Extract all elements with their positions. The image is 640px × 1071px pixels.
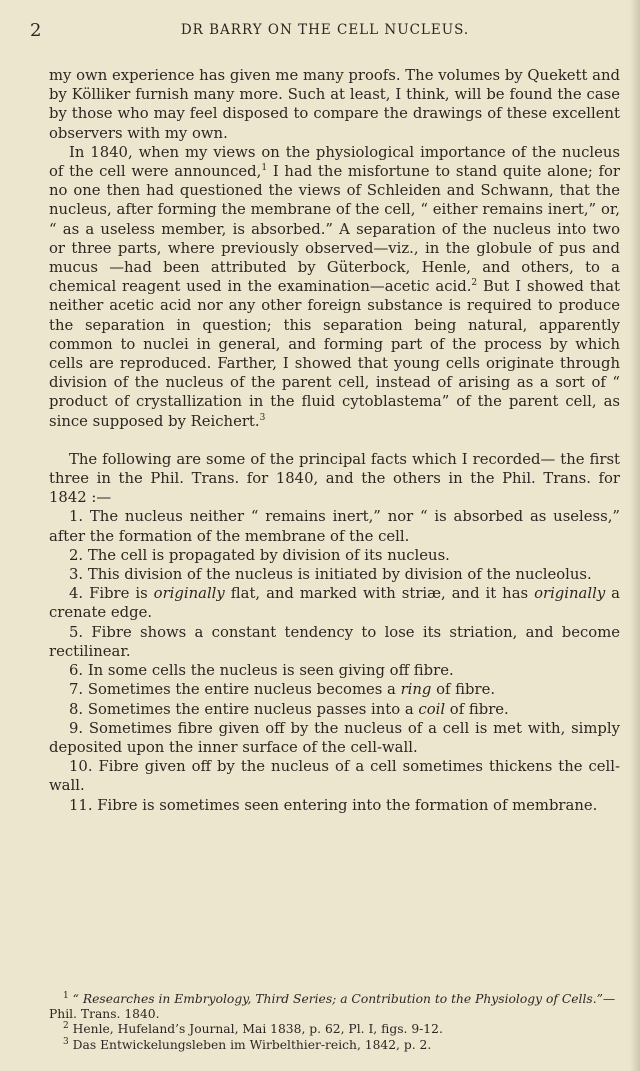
footnote-3: [49, 1038, 620, 1053]
footnotes: [49, 992, 620, 1053]
list-item-7-part-2: of fibre.: [431, 681, 496, 699]
footnote-1-title: “ Researches in Embryology, Third Series; a Contribution to the Physiology of Cells.”: [72, 992, 603, 1006]
list-item-6: 6. In some cells the nucleus is seen giving off fibre.: [69, 662, 454, 680]
footnote-3-mark: 3: [63, 1036, 69, 1047]
page-number: 2: [30, 20, 42, 41]
footnote-1: [49, 992, 620, 1022]
list-item-7-part-1: 7. Sometimes the entire nucleus becomes a: [69, 681, 401, 699]
list-item-4-part-1: 4. Fibre is: [69, 585, 154, 603]
list-item-4-emphasis-1: originally: [153, 585, 225, 603]
list-item-7: [49, 680, 620, 699]
paragraph-2-part-3: But I showed that neither acetic acid nor any other foreign substance is required to produce the separation in question; this separation being natural, apparently common to nuclei in general, and forming part of the process by which cells are reproduced. Farther, I showed that young cells originate through division of the nucleus of the parent cell, instead of arising as a sort of “ product of crystallization in the fluid cytoblastema” of the parent cell, as since supposed by Reichert.: [49, 278, 621, 430]
paragraph-gap: [49, 431, 620, 450]
list-item-4-part-2: flat, and marked with striæ, and it has: [224, 585, 535, 603]
footnote-ref-2: 2: [471, 278, 478, 289]
paragraph-3: The following are some of the principal facts which I recorded— the first three in the Phil. Trans. for 1840, and the others in the Phil. Trans. for 1842 :—: [49, 450, 620, 507]
page-edge-shadow: [630, 0, 640, 1071]
footnote-2: [49, 1022, 620, 1037]
list-item-7-emphasis: ring: [400, 681, 432, 699]
list-item-3: 3. This division of the nucleus is initiated by division of the nucleolus.: [69, 566, 592, 584]
footnote-ref-3: 3: [259, 412, 266, 423]
list-item-2: 2. The cell is propagated by division of its nucleus.: [69, 546, 450, 564]
footnote-ref-1: 1: [261, 163, 268, 174]
footnote-2-text: Henle, Hufeland’s Journal, Mai 1838, p. 62, Pl. I, figs. 9-12.: [72, 1022, 443, 1037]
list-item-8-part-2: of fibre.: [445, 700, 509, 718]
list-item-11: 11. Fibre is sometimes seen entering into the formation of membrane.: [69, 796, 598, 814]
list-item-1: 1. The nucleus neither “ remains inert,” nor “ is absorbed as useless,” after the formation of the membrane of the cell.: [49, 508, 620, 545]
footnote-3-text: Das Entwickelungsleben im Wirbelthier-reich, 1842, p. 2.: [72, 1037, 432, 1052]
list-item-8-part-1: 8. Sometimes the entire nucleus passes into a: [69, 700, 419, 718]
list-item-8-emphasis: coil: [418, 700, 446, 718]
paragraph-2-part-1: In 1840, when my views on the physiological importance of the nucleus of the cell were announced,: [49, 143, 620, 181]
list-item-4: [49, 584, 620, 622]
footnote-2-mark: 2: [63, 1021, 69, 1032]
paragraph-1: my own experience has given me many proofs. The volumes by Quekett and by Kölliker furnish many more. Such at least, I think, will be found the case by those who may feel disposed to compare the drawings of these excellent observers with my own.: [49, 67, 620, 142]
paragraph-2-part-2: I had the misfortune to stand quite alone; for no one then had questioned the views of Schleiden and Schwann, that the nucleus, after forming the membrane of the cell, “ either remains inert,” or, “ as a useless member, is absorbed.” A separation of the nucleus into two or three parts, where previously observed—viz., in the globule of pus and mucus —had been attributed by Güterbock, Henle, and others, to a chemical reagent used in the examination—acetic acid.: [49, 163, 620, 296]
footnote-1-source: —Phil. Trans. 1840.: [49, 992, 616, 1022]
list-item-8: [49, 700, 620, 719]
list-item-4-emphasis-2: originally: [534, 585, 606, 603]
list-item-4-part-3: a crenate edge.: [49, 585, 620, 622]
list-item-9: 9. Sometimes fibre given off by the nucleus of a cell is met with, simply deposited upon the inner surface of the cell-wall.: [49, 719, 620, 756]
list-item-10: 10. Fibre given off by the nucleus of a cell sometimes thickens the cell-wall.: [49, 758, 620, 795]
page-header: [30, 20, 620, 42]
list-item-5: 5. Fibre shows a constant tendency to lose its striation, and become rectilinear.: [49, 623, 620, 660]
running-head: DR BARRY ON THE CELL NUCLEUS.: [180, 22, 470, 38]
paragraph-2: [49, 143, 620, 431]
body-text: [49, 66, 620, 815]
footnote-1-mark: 1: [63, 990, 69, 1001]
